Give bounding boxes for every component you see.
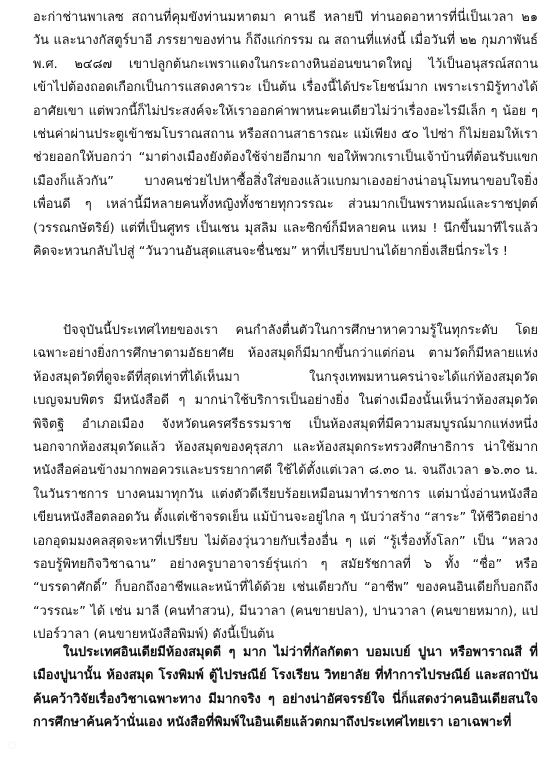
watermark-icon: ◌ (8, 740, 17, 751)
paragraph-2: ปัจจุบันนี้ประเทศไทยของเรา คนกำลังตื่นตัวในการศึกษาหาความรู้ในทุกระดับ โดยเฉพาะอย่างยิ่งการศึกษาตามอัธยาศัย ห้องสมุดก็มีมากขึ้นกว่าแต่ก่อน ตามวัดก็มีหลายแห่ง ห้องสมุดวัดที่ดูจะดีที่สุดเท่าที่ได้เห็นมา ในกรุงเทพมหานครน่าจะได้แก่ห้องสมุดวัดเบญจมบพิตร มีหนังสือดี ๆ มากน่าใช้บริการเป็นอย่างยิ่ง ในต่างเมืองนั้นเห็นว่าห้องสมุดวัดพิจิตฐิ อำเภอเมือง จังหวัดนครศรีธรรมราช เป็นห้องสมุดที่มีความสมบูรณ์มากแห่งหนึ่ง นอกจากห้องสมุดวัดแล้ว ห้องสมุดของคุรุสภา และห้องสมุดกระทรวงศึกษาธิการ น่าใช้มาก หนังสือค่อนข้างมากพอควรและบรรยากาศดี ใช้ได้ตั้งแต่เวลา ๘.๓๐ น. จนถึงเวลา ๑๖.๓๐ น. ในวันราชการ บางคนมาทุกวัน แต่งตัวดีเรียบร้อยเหมือนมาทำราชการ แต่มานั่งอ่านหนังสือเขียนหนังสือตลอดวัน ตั้งแต่เช้าจรดเย็น แม้บ้านจะอยู่ไกล ๆ นับว่าสร้าง “สาระ” ให้ชีวิตอย่างเอกอุดมมงคลสุดจะหาที่เปรียบ ไม่ต้องวุ่นวายกับเรื่องอื่น ๆ แต่ “รู้เรื่องทั้งโลก” เป็น “หลวงรอบรู้พิทยกิจวิชาฉาน” อย่างครูบาอาจารย์รุ่นเก่า ๆ สมัยรัชกาลที่ ๖ ทั้ง “ชื่อ” หรือ “บรรดาศักดิ์” ก็บอกถึงอาชีพและหน้าที่ได้ด้วย เช่นเดียวกับ “อาชีพ” ของคนอินเดียก็บอกถึง “วรรณะ” ได้ เช่น มาลี (คนทำสวน), มีนวาลา (คนขายปลา), ปานวาลา (คนขายหมาก), แปเปอร์วาลา (คนขายหนังสือพิมพ์) ดังนี้เป็นต้น (33, 323, 538, 643)
paragraph-1: อะก่าช่านพาเลซ สถานที่คุมขังท่านมหาตมา คานธี หลายปี ท่านอดอาหารที่นี่เป็นเวลา ๒๑ วัน และนางกัสตูร์บาอี ภรรยาของท่าน ก็ถึงแก่กรรม ณ สถานที่แห่งนี้ เมื่อวันที่ ๒๒ กุมภาพันธ์ พ.ศ. ๒๔๘๗ เขาปลูกต้นกะเพราแดงในกระถางหินอ่อนขนาดใหญ่ ไว้เป็นอนุสรณ์สถาน เข้าไปต้องถอดเกือกเป็นการแสดงคารวะ เป็นต้น เรื่องนี้ได้ประโยชน์มาก เพราะเรามิรู้ทางได้อาศัยเขา แต่พวกนี้ก็ไม่ประสงค์จะให้เราออกค่าพาหนะคนเดียวไม่ว่าเรื่องอะไรมีเล็ก ๆ น้อย ๆ เช่นค่าผ่านประตูเข้าชมโบราณสถาน หรือสถานสาธารณะ แม้เพียง ๕๐ ไปซ่า ก็ไม่ยอมให้เราช่วยออกให้บอกว่า “มาต่างเมืองยังต้องใช้จ่ายอีกมาก ขอให้พวกเราเป็นเจ้าบ้านที่ต้อนรับแขกเมืองก็แล้วกัน” บางคนช่วยไปหาซื้อสิ่งใส่ของแล้วแบกมาเองอย่างน่าอนุโมทนาขอบใจยิ่ง เพื่อนดี ๆ เหล่านี้มีหลายคนทั้งหญิงทั้งชายทุกวรรณะ ส่วนมากเป็นพราหมณ์และราชปุตต์ (วรรณกษัตริย์) แต่ที่เป็นศูทร เป็นเชน มุสลิม และซิกข์ก็มีหลายคน แหม ! นึกขึ้นมาทีไรแล้วคิดจะหวนกลับไปสู่ “วันวานอันสุดแสนจะชื่นชม” หาที่เปรียบปานได้ยากยิ่งเสียนี่กระไร ! (33, 10, 538, 260)
paragraph-3: ในประเทศอินเดียมีห้องสมุดดี ๆ มาก ไม่ว่าที่กัลกัตตา บอมเบย์ ปูนา หรือพาราณสี ที่เมืองปูนานั้น ห้องสมุด โรงพิมพ์ ตู้ไปรษณีย์ โรงเรียน วิทยาลัย ที่ทำการไปรษณีย์ และสถาบันค้นคว้าวิจัยเรื่องวิชาเฉพาะทาง มีมากจริง ๆ อย่างน่าอัศจรรย์ใจ นี่ก็แสดงว่าคนอินเดียสนใจการศึกษาค้นคว้านั่นเอง หนังสือที่พิมพ์ในอินเดียแล้วตกมาถึงประเทศไทยเรา เอาเฉพาะที่ (33, 645, 538, 731)
